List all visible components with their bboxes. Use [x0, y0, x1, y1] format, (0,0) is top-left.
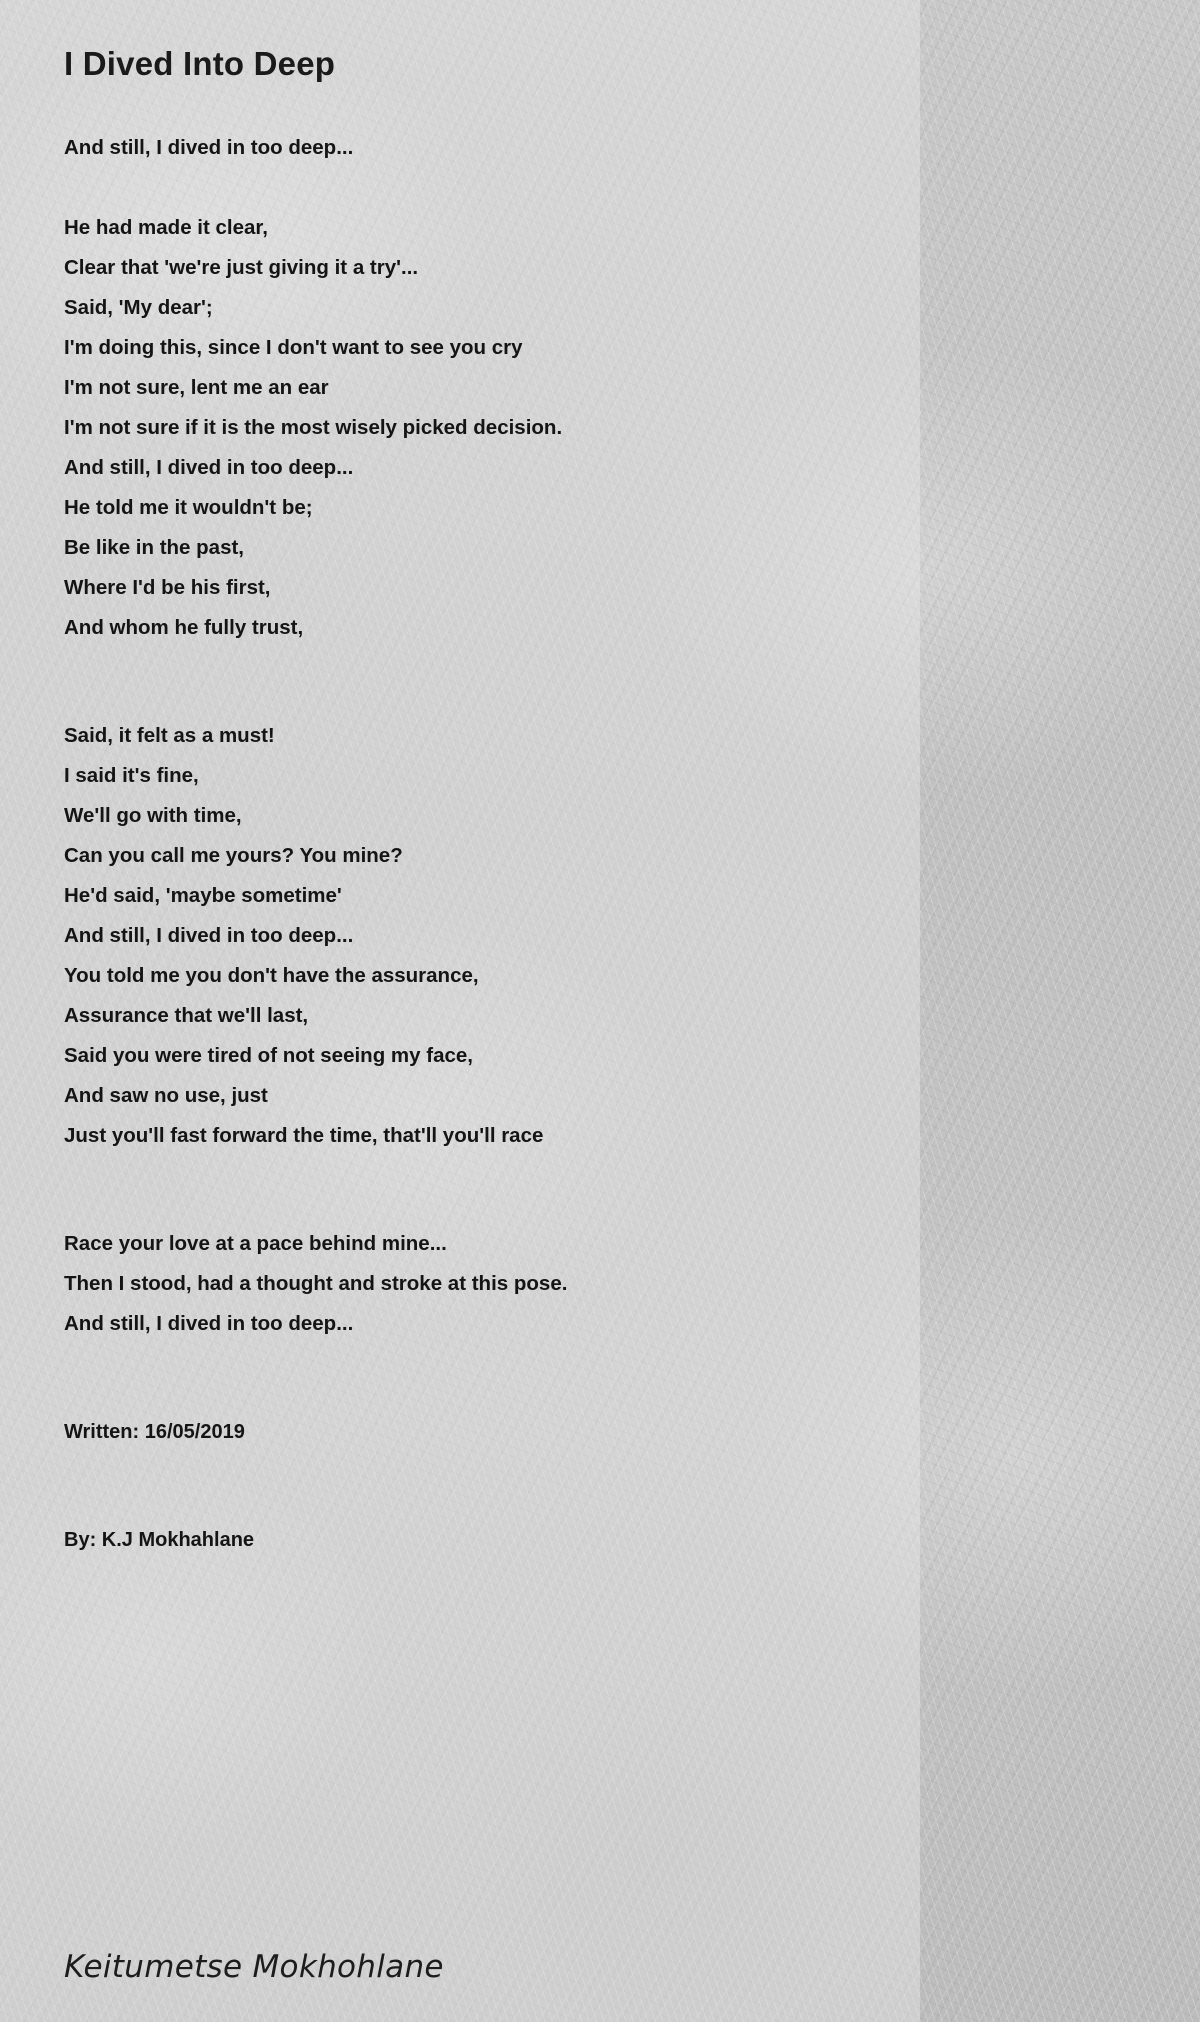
poem-line: Be like in the past, — [64, 535, 244, 559]
poem-line: Then I stood, had a thought and stroke at this pose. — [64, 1271, 568, 1295]
poem-line: Said you were tired of not seeing my face, — [64, 1043, 473, 1067]
poem-line: He told me it wouldn't be; — [64, 495, 313, 519]
poem-line: I'm not sure if it is the most wisely picked decision. — [64, 415, 563, 439]
poem-line: And still, I dived in too deep... — [64, 923, 354, 947]
poem-line: I'm not sure, lent me an ear — [64, 375, 329, 399]
poem-line: And whom he fully trust, — [64, 615, 304, 639]
author-signature: Keitumetse Mokhohlane — [64, 1948, 444, 1985]
poem-line: And still, I dived in too deep... — [64, 1311, 354, 1335]
poem-line: Said, it felt as a must! — [64, 723, 275, 747]
byline: By: K.J Mokhahlane — [64, 1528, 255, 1551]
poem-line: And still, I dived in too deep... — [64, 455, 354, 479]
poem-line: Just you'll fast forward the time, that'll you'll race — [64, 1123, 544, 1147]
stanza-gap-extra — [64, 688, 1140, 716]
poem-line: I'm doing this, since I don't want to see you cry — [64, 335, 523, 359]
byline-gap-extra — [64, 1492, 1140, 1520]
poem-line: Said, 'My dear'; — [64, 295, 213, 319]
written-date: Written: 16/05/2019 — [64, 1420, 245, 1443]
poem-line: And saw no use, just — [64, 1083, 268, 1107]
poem-line: Assurance that we'll last, — [64, 1003, 309, 1027]
poem-line: I said it's fine, — [64, 763, 199, 787]
poem-line: He had made it clear, — [64, 215, 268, 239]
stanza-gap — [64, 648, 1140, 688]
poem-line: We'll go with time, — [64, 803, 242, 827]
byline-gap — [64, 1452, 1140, 1492]
poem-line: You told me you don't have the assurance, — [64, 963, 479, 987]
poem-line: Where I'd be his first, — [64, 575, 271, 599]
poem-opening-line: And still, I dived in too deep... — [64, 135, 354, 159]
stanza-gap-extra — [64, 1196, 1140, 1224]
poem-line: Race your love at a pace behind mine... — [64, 1231, 447, 1255]
meta-gap-extra — [64, 1384, 1140, 1412]
stanza-1 — [64, 208, 1140, 648]
poem-line: Clear that 'we're just giving it a try'... — [64, 255, 419, 279]
poem-line: Can you call me yours? You mine? — [64, 843, 403, 867]
page-title: I Dived Into Deep — [64, 45, 336, 82]
stanza-gap — [64, 1156, 1140, 1196]
meta-gap — [64, 1344, 1140, 1384]
title-spacer — [64, 84, 1140, 128]
stanza-2 — [64, 716, 1140, 1156]
stanza-3 — [64, 1224, 1140, 1344]
signature-block — [64, 1949, 444, 1986]
poem-line: He'd said, 'maybe sometime' — [64, 883, 342, 907]
stanza-gap — [64, 168, 1140, 208]
